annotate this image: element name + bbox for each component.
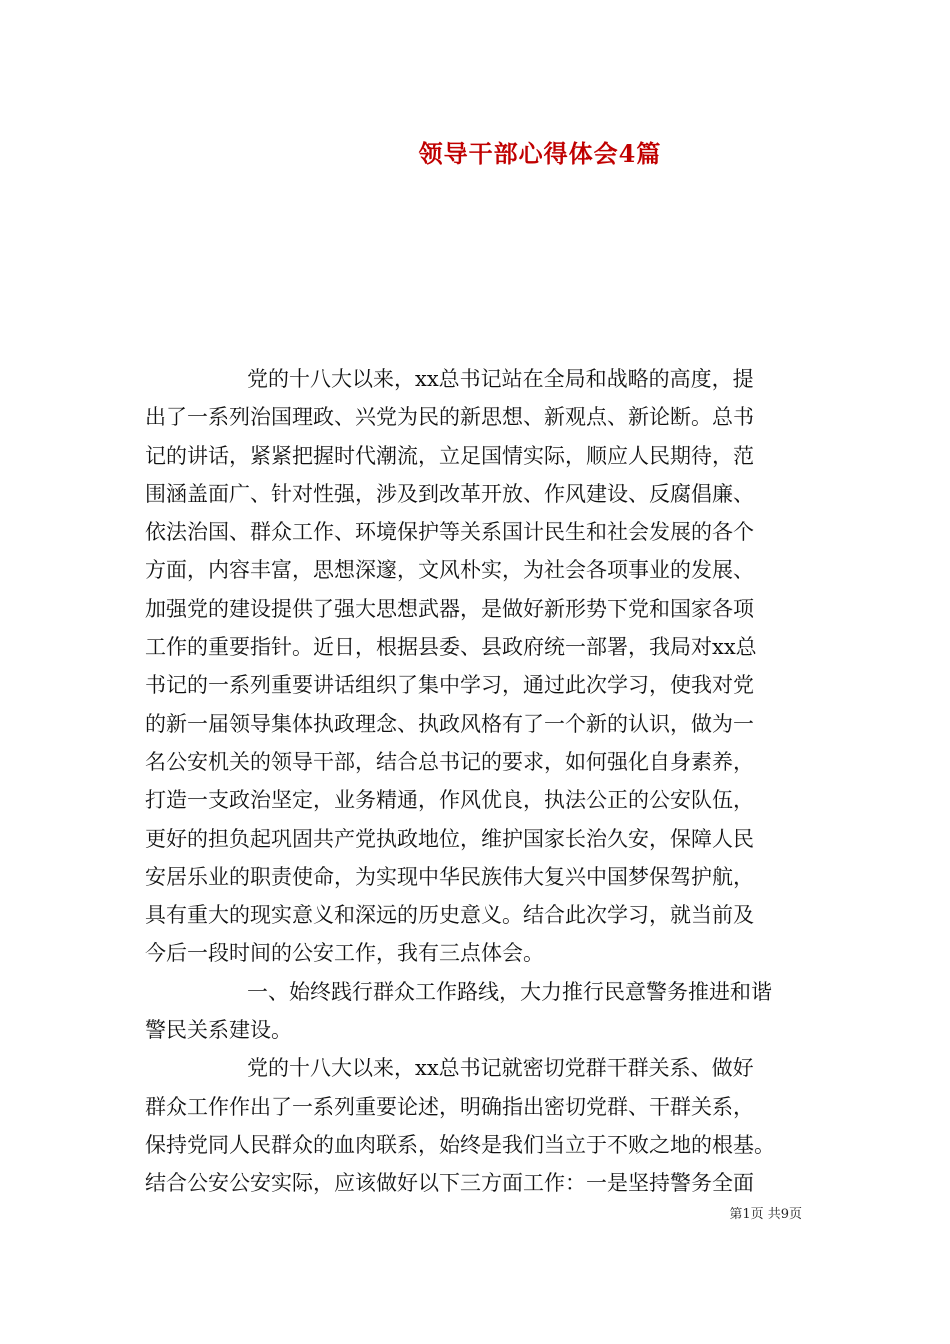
page-number-footer: 第1页 共9页 [729, 1207, 802, 1222]
paragraph-line: 方面，内容丰富，思想深邃，文风朴实，为社会各项事业的发展、 [145, 558, 754, 583]
paragraph-line: 加强党的建设提供了强大思想武器，是做好新形势下党和国家各项 [145, 596, 754, 621]
paragraph-line: 党的十八大以来，xx总书记就密切党群干群关系、做好 [247, 1056, 754, 1081]
paragraph-line: 结合公安公安实际，应该做好以下三方面工作：一是坚持警务全面 [145, 1171, 754, 1196]
paragraph-line: 书记的一系列重要讲话组织了集中学习，通过此次学习，使我对党 [145, 673, 754, 698]
paragraph-line: 出了一系列治国理政、兴党为民的新思想、新观点、新论断。总书 [145, 405, 754, 430]
paragraph-line: 更好的担负起巩固共产党执政地位，维护国家长治久安，保障人民 [145, 826, 754, 851]
paragraph-line: 围涵盖面广、针对性强，涉及到改革开放、作风建设、反腐倡廉、 [145, 481, 754, 506]
paragraph-line: 打造一支政治坚定，业务精通，作风优良，执法公正的公安队伍， [145, 788, 754, 813]
paragraph-line: 记的讲话，紧紧把握时代潮流，立足国情实际，顺应人民期待，范 [145, 443, 754, 468]
paragraph-line: 安居乐业的职责使命，为实现中华民族伟大复兴中国梦保驾护航， [145, 864, 754, 889]
paragraph-line: 具有重大的现实意义和深远的历史意义。结合此次学习，就当前及 [145, 903, 754, 928]
paragraph-line: 保持党同人民群众的血肉联系，始终是我们当立于不败之地的根基。 [145, 1132, 775, 1157]
paragraph-line: 依法治国、群众工作、环境保护等关系国计民生和社会发展的各个 [145, 520, 754, 545]
body-text [145, 360, 810, 1203]
paragraph-line: 今后一段时间的公安工作，我有三点体会。 [145, 941, 544, 966]
document-title: 领导干部心得体会4篇 [418, 139, 662, 168]
section-heading-line: 一、始终践行群众工作路线，大力推行民意警务推进和谐 [247, 979, 772, 1004]
section-heading-line: 警民关系建设。 [145, 1018, 292, 1043]
paragraph-line: 群众工作作出了一系列重要论述，明确指出密切党群、干群关系， [145, 1094, 754, 1119]
paragraph-line: 工作的重要指针。近日，根据县委、县政府统一部署，我局对xx总 [145, 635, 757, 660]
paragraph-line: 的新一届领导集体执政理念、执政风格有了一个新的认识，做为一 [145, 711, 754, 736]
paragraph-line: 党的十八大以来，xx总书记站在全局和战略的高度，提 [247, 367, 754, 391]
paragraph-line: 名公安机关的领导干部，结合总书记的要求，如何强化自身素养， [145, 749, 754, 774]
